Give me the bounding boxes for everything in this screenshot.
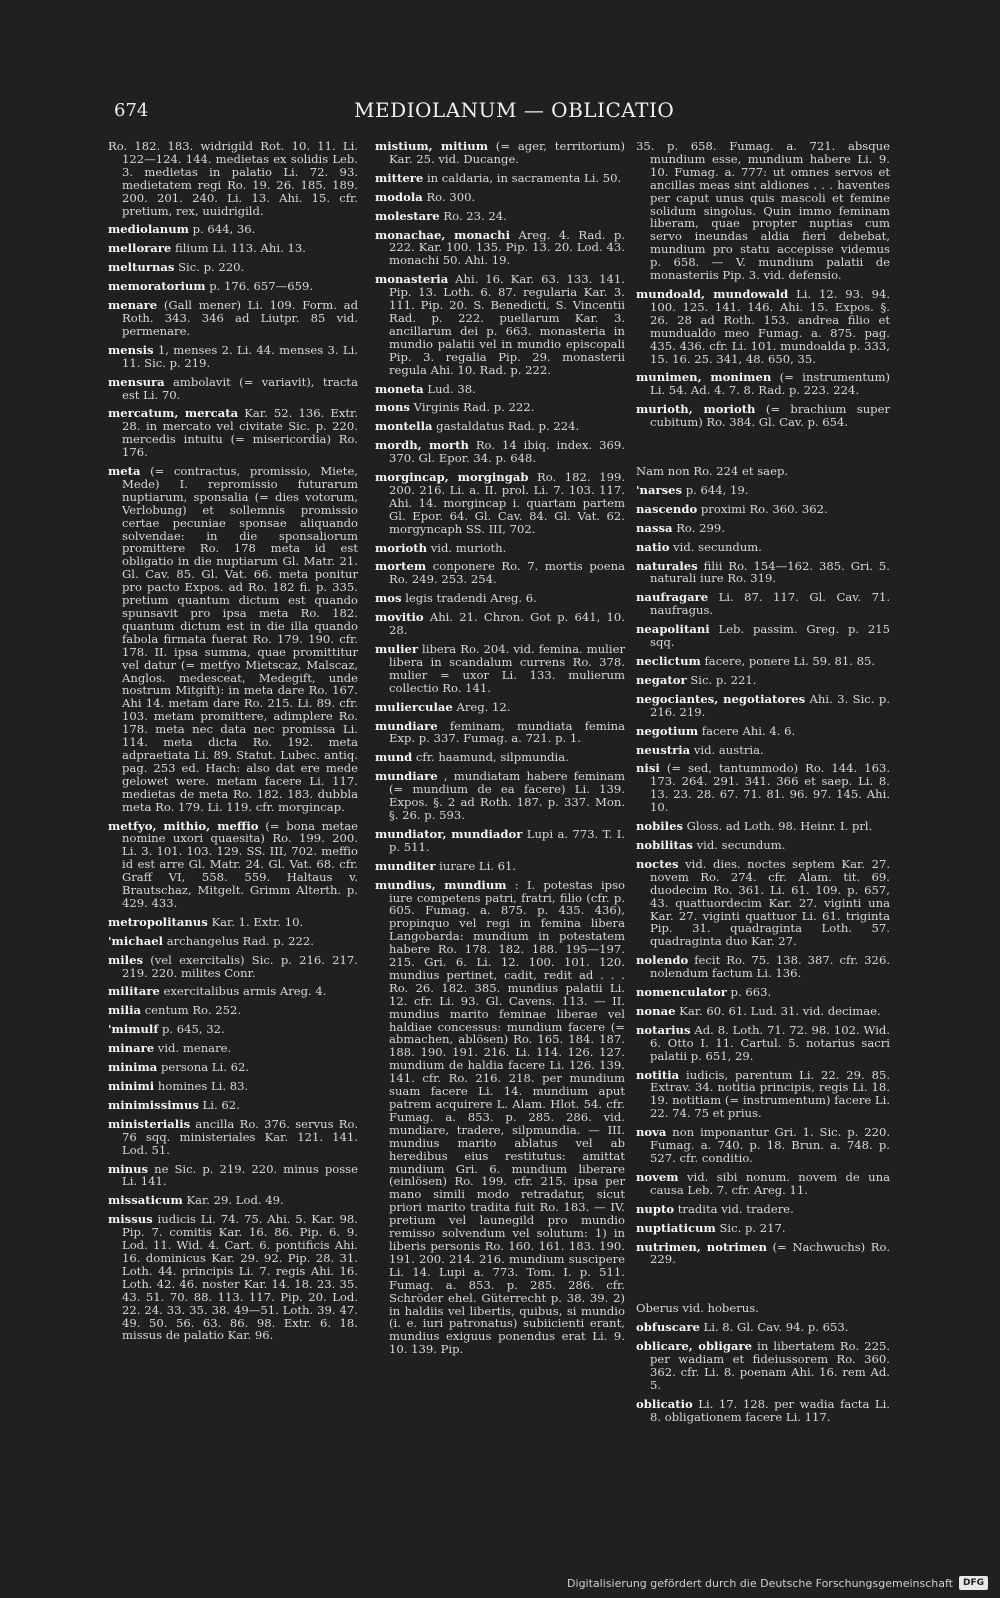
entry-headword: mundiator, mundiador xyxy=(375,826,523,841)
entry-headword: nuptiaticum xyxy=(636,1220,716,1235)
entry-text: vid. sibi nonum. novem de una causa Leb. 7. cfr. Areg. 11. xyxy=(650,1169,891,1197)
dictionary-entry xyxy=(636,693,890,719)
dictionary-entry xyxy=(636,623,890,649)
dictionary-entry xyxy=(636,403,890,429)
entry-text: Ro. 182. 183. widrigild Rot. 10. 11. Li. 122—124. 144. medietas ex solidis Leb. 3. medietas in palatio Li. 72. 93. medietatem regi Ro. 19. 26. 185. 189. 200. 201. 240. Li. 13. Ahi. 15. cfr. pretium, rex, uuidrigild. xyxy=(108,139,358,218)
dictionary-entry xyxy=(636,522,890,535)
entry-headword: movitio xyxy=(375,610,424,625)
dictionary-entry xyxy=(636,591,890,617)
dictionary-entry xyxy=(375,439,625,465)
dictionary-entry xyxy=(375,229,625,268)
entry-headword: negociantes, negotiatores xyxy=(636,691,806,706)
dictionary-entry xyxy=(375,273,625,376)
dictionary-entry xyxy=(375,860,625,873)
dictionary-entry xyxy=(375,401,625,414)
entry-text: vid. secundum. xyxy=(673,539,762,554)
entry-headword: noctes xyxy=(636,856,679,871)
entry-headword: mundoald, mundowald xyxy=(636,286,789,301)
dictionary-entry xyxy=(636,1203,890,1216)
dictionary-entry xyxy=(108,1080,358,1093)
entry-text: Li. 12. 93. 94. 100. 125. 141. 146. Ahi. 15. Expos. §. 26. 28 ad Roth. 153. andrea filio et mundualdo meo Fumag. a. 875. pag. 435. 436. cfr. Li. 101. mundoalda p. 333, 15. 16. 25. 341, 48. 650, 35. xyxy=(650,286,891,366)
entry-headword: neustria xyxy=(636,742,691,757)
entry-text: (vel exercitalis) Sic. p. 216. 217. 219. 220. milites Conr. xyxy=(122,952,358,980)
entry-text: Nam non Ro. 224 et saep. xyxy=(636,464,789,479)
entry-text: ambolavit (= variavit), tracta est Li. 70. xyxy=(122,374,358,402)
entry-headword: nisi xyxy=(636,761,660,776)
entry-headword: mittere xyxy=(375,170,424,185)
entry-headword: negotium xyxy=(636,723,699,738)
dictionary-entry xyxy=(375,210,625,223)
dictionary-entry xyxy=(636,1340,890,1392)
entry-text: p. 644, 19. xyxy=(685,482,749,497)
dictionary-entry xyxy=(636,820,890,833)
column-middle xyxy=(375,140,625,1362)
entry-headword: mons xyxy=(375,400,410,415)
entry-headword: naturales xyxy=(636,558,698,573)
dictionary-entry xyxy=(375,542,625,555)
entry-headword: meta xyxy=(108,464,141,479)
entry-text: Ro. 182. 199. 200. 216. Li. a. II. prol. Li. 7. 103. 117. Ahi. 14. morgincap i. quartam partem Gl. Epor. 64. Gl. Cav. 84. Gl. Vat. 62. morgyncaph SS. III, 702. xyxy=(389,470,626,536)
dictionary-entry xyxy=(108,954,358,980)
entry-headword: mundiare xyxy=(375,718,438,733)
dictionary-entry xyxy=(108,280,358,293)
dictionary-entry xyxy=(108,985,358,998)
dictionary-entry xyxy=(108,223,358,236)
entry-headword: nonae xyxy=(636,1003,676,1018)
entry-headword: nolendo xyxy=(636,953,689,968)
dictionary-entry xyxy=(375,751,625,764)
running-title: MEDIOLANUM — OBLICATIO xyxy=(354,98,675,122)
dictionary-entry xyxy=(636,1321,890,1334)
entry-headword: menare xyxy=(108,298,158,313)
entry-text: tradita vid. tradere. xyxy=(677,1201,794,1216)
dictionary-entry xyxy=(108,1163,358,1189)
entry-headword: modola xyxy=(375,189,423,204)
entry-text: Ahi. 3. Sic. p. 216. 219. xyxy=(650,691,890,719)
dictionary-entry xyxy=(108,1213,358,1342)
entry-headword: miles xyxy=(108,952,143,967)
entry-headword: mercatum, mercata xyxy=(108,406,239,421)
dictionary-entry xyxy=(636,1302,890,1315)
dictionary-entry xyxy=(636,725,890,738)
entry-headword: morgincap, morgingab xyxy=(375,470,529,485)
dictionary-entry xyxy=(636,1126,890,1165)
dictionary-entry xyxy=(375,770,625,822)
entry-text: Virginis Rad. p. 222. xyxy=(413,400,535,415)
entry-text: p. 663. xyxy=(730,985,772,1000)
dictionary-entry xyxy=(375,611,625,637)
entry-text: legis tradendi Areg. 6. xyxy=(405,591,537,606)
entry-text: in caldaria, in sacramenta Li. 50. xyxy=(426,170,622,185)
entry-headword: oblicare, obligare xyxy=(636,1339,752,1354)
entry-headword: militare xyxy=(108,984,160,999)
entry-text: 35. p. 658. Fumag. a. 721. absque mundium esse, mundium habere Li. 9. 10. Fumag. a. 777: ut omnes servos et ancillas meas sint aldiones . . . haventes per caput unus quis mascoli et femine solidum singolus. Quin immo feminam liberam, quae propter nuptias cum servo ineundas aldia fieri debebat, mundium pro statu accepisse videmus p. 658. — V. mundium palatii de monasteriis Pip. 3. vid. defensio. xyxy=(636,139,890,283)
entry-text: (= contractus, promissio, Miete, Mede) I. repromissio futurarum nuptiarum, sponsalia (= dies votorum, Verlobung) et sollemnis promissio certae pecuniae sponsae aliquando solvendae: in die sponsaliorum promittere Ro. 178 meta id est obligatio in die nuptiarum Gl. Matr. 21. Gl. Cav. 85. Gl. Vat. 66. meta ponitur pro pacto Expos. ad Ro. 182 fi. p. 335. pretium quantum dictum est quando spunsavit pro ipsa meta Ro. 182. quantum dictum est in die illa quando fabola firmata fuerat Ro. 179. 190. cfr. 178. II. ipsa summa, quae promittitur vel datur (= metfyo Mietscaz, Malscaz, Anglos. medesceat, Medegift, unde nostrum Mitgift): in meta dare Ro. 167. Ahi 14. metam dare Ro. 215. Li. 89. cfr. 103. metam promittere, adimplere Ro. 178. meta nec data nec promissa Li. 114. meta dicta Ro. 192. meta adpraetiata Li. 89. Statut. Lubec. antiq. pag. 253 ed. Hach: also dat ere mede gelowet were. metam facere Li. 117. medietas de meta Ro. 182. 183. dubbla meta Ro. 179. Li. 119. cfr. morgincap. xyxy=(122,464,358,814)
dictionary-entry xyxy=(636,954,890,980)
dictionary-entry xyxy=(636,1398,890,1424)
entry-headword: negator xyxy=(636,672,687,687)
entry-text: in libertatem Ro. 225. per wadiam et fideiussorem Ro. 360. 362. cfr. Li. 8. poenam Ahi. 16. rem Ad. 5. xyxy=(650,1339,891,1392)
entry-headword: mistium, mitium xyxy=(375,139,488,153)
entry-headword: minimi xyxy=(108,1079,155,1093)
dictionary-entry xyxy=(636,762,890,814)
dictionary-entry xyxy=(108,376,358,402)
dictionary-entry xyxy=(108,344,358,370)
entry-headword: mulier xyxy=(375,642,418,656)
entry-text: facere, ponere Li. 59. 81. 85. xyxy=(704,654,876,668)
entry-text: Li. 8. Gl. Cav. 94. p. 653. xyxy=(703,1320,849,1335)
dictionary-entry xyxy=(108,1042,358,1055)
entry-text: conponere Ro. 7. mortis poena Ro. 249. 253. 254. xyxy=(389,559,626,587)
entry-headword: mellorare xyxy=(108,241,172,256)
entry-text: exercitalibus armis Areg. 4. xyxy=(163,984,327,999)
entry-text: Ahi. 21. Chron. Got p. 641, 10. 28. xyxy=(389,610,625,638)
dictionary-entry xyxy=(636,655,890,668)
entry-headword: memoratorium xyxy=(108,279,206,294)
dictionary-entry xyxy=(108,465,358,813)
entry-text: Kar. 52. 136. Extr. 28. in mercato vel civitate Sic. p. 220. mercedis intuitu (= misericordia) Ro. 176. xyxy=(122,406,359,460)
entry-headword: mundius, mundium xyxy=(375,877,507,892)
dictionary-entry xyxy=(108,1023,358,1036)
entry-text: (= sed, tantummodo) Ro. 144. 163. 173. 264. 291. 341. 366 et saep. Li. 8. 13. 23. 28. 67. 71. 81. 96. 97. 145. Ahi. 10. xyxy=(650,761,891,815)
entry-text: Li. 87. 117. Gl. Cav. 71. naufragus. xyxy=(650,590,891,618)
dictionary-entry xyxy=(636,1069,890,1121)
dictionary-entry xyxy=(108,242,358,255)
dictionary-entry xyxy=(375,172,625,185)
entry-headword: murioth, morioth xyxy=(636,402,756,417)
section-gap xyxy=(636,1272,890,1302)
entry-headword: nobiles xyxy=(636,819,683,834)
dictionary-entry xyxy=(108,935,358,948)
dictionary-entry xyxy=(375,420,625,433)
entry-headword: natio xyxy=(636,539,670,554)
dictionary-entry xyxy=(375,471,625,536)
dictionary-entry xyxy=(108,140,358,217)
entry-text: Ad. 8. Loth. 71. 72. 98. 102. Wid. 6. Otto I. 11. Cartul. 5. notarius sacri palatii p. 651, 29. xyxy=(650,1022,891,1063)
dictionary-entry xyxy=(636,503,890,516)
entry-text: (= ager, territorium) Kar. 25. vid. Ducange. xyxy=(389,139,625,166)
entry-text: Ahi. 16. Kar. 63. 133. 141. Pip. 13. Loth. 6. 87. regularia Kar. 3. 111. Pip. 20. S. Benedicti, S. Vincentii Rad. p. 222. puellarum Kar. 3. ancillarum dei p. 663. monasteria in mundio palatii vel in mundio episcopali Pip. 3. regalia Pip. 29. monasterii regula Ahi. 10. Rad. p. 222. xyxy=(389,272,625,377)
entry-text: (= instrumentum) Li. 54. Ad. 4. 7. 8. Rad. p. 223. 224. xyxy=(650,370,890,398)
entry-text: cfr. haamund, silpmundia. xyxy=(415,750,569,765)
entry-text: persona Li. 62. xyxy=(160,1060,250,1075)
dictionary-entry xyxy=(375,140,625,166)
entry-text: Lupi a. 773. T. I. p. 511. xyxy=(389,826,625,854)
entry-text: facere Ahi. 4. 6. xyxy=(701,723,796,738)
dictionary-entry xyxy=(108,1061,358,1074)
dictionary-entry xyxy=(636,674,890,687)
entry-headword: neclictum xyxy=(636,654,701,668)
entry-headword: 'narses xyxy=(636,482,683,497)
entry-text: iurare Li. 61. xyxy=(439,858,517,873)
entry-headword: novem xyxy=(636,1169,679,1184)
entry-headword: morioth xyxy=(375,540,428,555)
dictionary-entry xyxy=(375,701,625,714)
dictionary-entry xyxy=(375,720,625,746)
entry-headword: nutrimen, notrimen xyxy=(636,1239,767,1254)
dictionary-entry xyxy=(375,643,625,695)
dfg-logo: DFG xyxy=(959,1576,988,1590)
dictionary-entry xyxy=(375,879,625,1357)
entry-text: homines Li. 83. xyxy=(157,1079,249,1093)
entry-headword: mordh, morth xyxy=(375,438,469,453)
entry-text: Sic. p. 220. xyxy=(178,260,245,275)
entry-headword: nobilitas xyxy=(636,837,693,852)
entry-headword: nomenculator xyxy=(636,985,727,1000)
entry-text: fecit Ro. 75. 138. 387. cfr. 326. nolendum factum Li. 136. xyxy=(650,953,890,981)
dictionary-entry xyxy=(636,541,890,554)
entry-headword: missaticum xyxy=(108,1193,183,1208)
entry-headword: 'michael xyxy=(108,933,164,948)
entry-headword: obfuscare xyxy=(636,1320,700,1335)
entry-headword: minimissimus xyxy=(108,1097,199,1112)
column-left xyxy=(108,140,358,1348)
dictionary-entry xyxy=(375,828,625,854)
entry-headword: mortem xyxy=(375,559,427,574)
entry-headword: molestare xyxy=(375,208,440,223)
entry-text: Sic. p. 221. xyxy=(690,672,757,687)
entry-text: Kar. 29. Lod. 49. xyxy=(186,1193,284,1208)
dictionary-entry xyxy=(108,1004,358,1017)
dictionary-entry xyxy=(108,261,358,274)
dictionary-entry xyxy=(108,820,358,910)
dictionary-entry xyxy=(375,191,625,204)
entry-headword: mensura xyxy=(108,374,165,389)
entry-headword: oblicatio xyxy=(636,1396,693,1411)
entry-text: vid. murioth. xyxy=(430,540,507,555)
dictionary-entry xyxy=(108,1118,358,1157)
entry-headword: mos xyxy=(375,591,402,606)
dictionary-entry xyxy=(636,839,890,852)
dictionary-entry xyxy=(636,465,890,478)
entry-headword: minima xyxy=(108,1060,158,1075)
dictionary-entry xyxy=(636,986,890,999)
entry-text: ancilla Ro. 376. servus Ro. 76 sqq. ministeriales Kar. 121. 141. Lod. 51. xyxy=(122,1116,358,1157)
entry-text: Ro. 14 ibiq. index. 369. 370. Gl. Epor. 34. p. 648. xyxy=(389,438,625,466)
entry-text: p. 176. 657—659. xyxy=(209,279,314,294)
entry-headword: melturnas xyxy=(108,260,175,275)
entry-headword: metfyo, mithio, meffio xyxy=(108,818,259,833)
entry-headword: mulierculae xyxy=(375,699,453,714)
entry-text: , mundiatam habere feminam (= mundium de ea facere) Li. 139. Expos. §. 2 ad Roth. 187. p. 337. Mon. §. 26. p. 593. xyxy=(389,769,625,822)
entry-text: (= brachium super cubitum) Ro. 384. Gl. Cav. p. 654. xyxy=(650,402,890,430)
entry-text: p. 644, 36. xyxy=(192,222,256,237)
entry-text: ne Sic. p. 219. 220. minus posse Li. 141. xyxy=(122,1161,358,1189)
entry-headword: minare xyxy=(108,1041,155,1056)
entry-text: centum Ro. 252. xyxy=(144,1003,242,1018)
entry-text: Oberus vid. hoberus. xyxy=(636,1301,759,1316)
entry-text: Ro. 23. 24. xyxy=(443,208,507,223)
entry-text: Sic. p. 217. xyxy=(719,1220,786,1235)
entry-text: iudicis, parentum Li. 22. 29. 85. Extrav. 34. notitia principis, regis Li. 18. 19. notitiam (= instrumentum) facere Li. 22. 74. 75 et prius. xyxy=(650,1067,891,1121)
entry-headword: mundiare xyxy=(375,769,438,784)
entry-headword: monasteria xyxy=(375,272,449,287)
entry-headword: montella xyxy=(375,419,433,434)
entry-headword: naufragare xyxy=(636,590,709,605)
entry-text: libera Ro. 204. vid. femina. mulier libera in scandalum currens Ro. 378. mulier = uxor Li. 133. mulierum collectio Ro. 141. xyxy=(389,642,625,695)
entry-headword: mund xyxy=(375,750,413,765)
entry-text: (= Nachwuchs) Ro. 229. xyxy=(650,1239,890,1267)
entry-text: p. 645, 32. xyxy=(162,1022,225,1037)
entry-text: : I. potestas ipso iure competens patri, fratri, filio (cfr. p. 605. Fumag. a. 875. p. 435. 436), propinquo vel regi in femina libera Langobarda: mundium in potestatem habere Ro. 178. 182. 188. 195—197. 215. Gri. 6. Li. 12. 100. 101. 120. mundius pertinet, cadit, redit ad . . . Ro. 26. 182. 385. mundius palatii Li. 12. cfr. Li. 93. Gl. Cavens. 113. — II. mundius marito feminae liberae vel haldiae concessus: mundium facere (= abmachen, ablösen) Ro. 165. 184. 187. 188. 190. 191. 216. Li. 114. 126. 127. mundium de haldia facere Li. 126. 139. 141. cfr. Ro. 216. 218. per mundium suam facere Li. 14. mundium aput patrem acquirere L. Alam. Hlot. 54. cfr. Fumag. a. 853. p. 285. 286. vid. mundiare, tradere, silpmundia. — III. mundius marito ablatus vel ab heredibus eius restitutus: amittat mundium Gri. 6. mundium liberare (einlösen) Ro. 199. cfr. 215. ipsa per mano simili modo retradatur, sicut priori marito tradita fuit Ro. 183. — IV. pretium vel launegild pro mundio remisso solvendum vel solutum: 1) in liberis personis Ro. 160. 161. 183. 190. 191. 200. 214. 216. mundium suscipere Li. 14. Lupi a. 773. Tom. I. p. 511. Fumag. a. 853. p. 285. 286. cfr. Schröder ehel. Güterrecht p. 38. 39. 2) in haldiis vel libertis, quibus, si mundio (i. e. iuri patronatus) subiicienti erant, mundius exiguus ponendus erat Li. 9. 10. 139. Pip. xyxy=(389,877,626,1357)
dictionary-entry xyxy=(108,916,358,929)
dictionary-entry xyxy=(636,560,890,586)
entry-headword: ministerialis xyxy=(108,1116,191,1131)
entry-text: Gloss. ad Loth. 98. Heinr. I. prl. xyxy=(686,819,873,834)
entry-text: feminam, mundiata femina Exp. p. 337. Fumag. a. 721. p. 1. xyxy=(389,718,626,746)
dictionary-entry xyxy=(636,1171,890,1197)
page-header xyxy=(114,98,900,128)
entry-text: (= bona metae nomine uxori quaesita) Ro. 199. 200. Li. 3. 101. 103. 129. SS. III, 702. meffio id est arre Gl. Matr. 24. Gl. Vat. 68. cfr. Graff VI, 558. 559. Haltaus v. Brautschaz, Mitgelt. Grimm Alterth. p. 429. 433. xyxy=(122,818,358,910)
entry-headword: nascendo xyxy=(636,501,698,516)
entry-headword: metropolitanus xyxy=(108,914,208,929)
entry-text: filii Ro. 154—162. 385. Gri. 5. naturali iure Ro. 319. xyxy=(650,558,890,586)
entry-text: 1, menses 2. Li. 44. menses 3. Li. 11. Sic. p. 219. xyxy=(122,342,358,370)
entry-headword: 'mimulf xyxy=(108,1022,159,1037)
entry-text: vid. menare. xyxy=(157,1041,232,1056)
dictionary-entry xyxy=(636,484,890,497)
entry-headword: munimen, monimen xyxy=(636,370,772,385)
dictionary-entry xyxy=(636,1241,890,1267)
entry-text: proximi Ro. 360. 362. xyxy=(700,501,828,516)
dictionary-entry xyxy=(636,1005,890,1018)
entry-text: Areg. 4. Rad. p. 222. Kar. 100. 135. Pip. 13. 20. Lod. 43. monachi 50. Ahi. 19. xyxy=(389,227,626,268)
entry-text: archangelus Rad. p. 222. xyxy=(166,933,314,948)
dictionary-entry xyxy=(375,383,625,396)
entry-text: Ro. 299. xyxy=(676,520,725,535)
entry-headword: milia xyxy=(108,1003,141,1018)
entry-text: filium Li. 113. Ahi. 13. xyxy=(174,241,306,256)
footer-credit xyxy=(567,1572,988,1594)
entry-text: gastaldatus Rad. p. 224. xyxy=(436,419,580,434)
entry-headword: nassa xyxy=(636,520,673,535)
entry-text: vid. austria. xyxy=(693,742,764,757)
section-gap xyxy=(636,435,890,465)
entry-text: Li. 62. xyxy=(202,1097,240,1112)
entry-text: Leb. passim. Greg. p. 215 sqq. xyxy=(650,622,890,650)
entry-text: Areg. 12. xyxy=(456,699,511,714)
column-right xyxy=(636,140,890,1430)
dictionary-entry xyxy=(108,407,358,459)
entry-text: iudicis Li. 74. 75. Ahi. 5. Kar. 98. Pip. 7. comitis Kar. 16. 86. Pip. 6. 9. Lod. 11. Wid. 4. Cart. 6. pontificis Ahi. 16. dominicus Kar. 29. 92. Pip. 28. 31. Loth. 44. principis Li. 7. regis Ahi. 16. Loth. 42. 46. noster Kar. 14. 18. 23. 35. 43. 51. 70. 88. 113. 117. Pip. 20. Lod. 22. 24. 33. 35. 38. 49—51. Loth. 39. 47. 49. 50. 56. 63. 86. 98. Extr. 6. 18. missus de palatio Kar. 96. xyxy=(122,1212,358,1343)
entry-text: Lud. 38. xyxy=(427,381,476,396)
entry-headword: missus xyxy=(108,1212,153,1227)
entry-headword: munditer xyxy=(375,858,436,873)
dictionary-entry xyxy=(636,288,890,365)
entry-headword: mediolanum xyxy=(108,222,189,237)
entry-text: Li. 17. 128. per wadia facta Li. 8. obligationem facere Li. 117. xyxy=(650,1396,890,1424)
entry-text: non imponantur Gri. 1. Sic. p. 220. Fumag. a. 740. p. 18. Brun. a. 748. p. 527. cfr. conditio. xyxy=(650,1125,891,1165)
entry-headword: mensis xyxy=(108,342,154,357)
entry-text: vid. dies. noctes septem Kar. 27. novem Ro. 274. cfr. Alam. tit. 69. duodecim Ro. 361. Li. 61. 109. p. 657, 43. quattuordecim Kar. 27. viginti una Kar. 27. viginti quattuor Li. 61. triginta Pip. 31. quadraginta Loth. 57. quadraginta duo Kar. 27. xyxy=(650,856,891,949)
entry-headword: nova xyxy=(636,1125,667,1140)
dictionary-entry xyxy=(636,1222,890,1235)
entry-headword: notitia xyxy=(636,1067,680,1082)
dictionary-entry xyxy=(375,560,625,586)
page-number: 674 xyxy=(114,100,149,121)
entry-text: (Gall mener) Li. 109. Form. ad Roth. 343. 346 ad Liutpr. 85 vid. permenare. xyxy=(122,298,359,338)
entry-text: Kar. 60. 61. Lud. 31. vid. decimae. xyxy=(679,1003,881,1018)
dictionary-entry xyxy=(108,1099,358,1112)
dictionary-entry xyxy=(636,371,890,397)
entry-text: vid. secundum. xyxy=(696,837,786,852)
dictionary-entry xyxy=(636,1024,890,1063)
dictionary-entry xyxy=(636,858,890,948)
entry-text: Ro. 300. xyxy=(426,189,476,204)
footer-credit-text: Digitalisierung gefördert durch die Deutsche Forschungsgemeinschaft xyxy=(567,1576,953,1590)
dictionary-entry xyxy=(108,299,358,338)
dictionary-entry xyxy=(108,1194,358,1207)
entry-headword: moneta xyxy=(375,381,424,396)
entry-headword: minus xyxy=(108,1161,149,1176)
dictionary-entry xyxy=(636,744,890,757)
entry-headword: monachae, monachi xyxy=(375,227,511,242)
entry-headword: nupto xyxy=(636,1201,675,1216)
entry-text: Kar. 1. Extr. 10. xyxy=(211,914,304,929)
entry-headword: neapolitani xyxy=(636,622,710,637)
dictionary-entry xyxy=(375,592,625,605)
entry-headword: notarius xyxy=(636,1022,691,1037)
dictionary-entry xyxy=(636,140,890,282)
